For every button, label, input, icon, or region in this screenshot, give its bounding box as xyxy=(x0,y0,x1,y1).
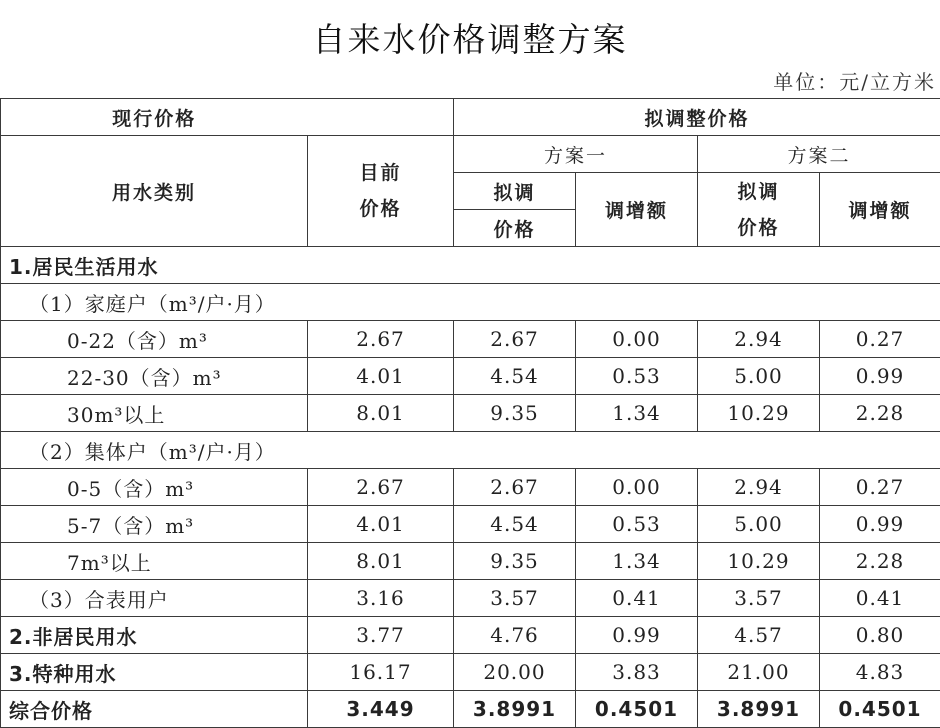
cell-p2: 21.00 xyxy=(698,654,820,691)
cell-p2: 3.57 xyxy=(698,580,820,617)
header-p1-adj-l1: 拟调 xyxy=(454,173,576,210)
cell-current: 4.01 xyxy=(308,358,454,395)
row-label: 3.特种用水 xyxy=(1,654,308,691)
cell-p1: 4.76 xyxy=(454,617,576,654)
header-p2-increase: 调增额 xyxy=(820,173,940,247)
cell-p1: 9.35 xyxy=(454,395,576,432)
cell-current: 3.77 xyxy=(308,617,454,654)
header-p1-increase: 调增额 xyxy=(576,173,698,247)
price-table xyxy=(0,98,940,728)
row-label: 综合价格 xyxy=(1,691,308,728)
cell-p1inc: 0.4501 xyxy=(576,691,698,728)
table-row xyxy=(1,358,940,395)
cell-p1: 3.8991 xyxy=(454,691,576,728)
cell-p1inc: 0.53 xyxy=(576,358,698,395)
cell-p1inc: 0.53 xyxy=(576,506,698,543)
header-p2-adj xyxy=(698,173,820,247)
cell-p2inc: 0.80 xyxy=(820,617,940,654)
cell-p1inc: 0.99 xyxy=(576,617,698,654)
cell-p1inc: 1.34 xyxy=(576,395,698,432)
cell-current: 3.16 xyxy=(308,580,454,617)
cell-current: 4.01 xyxy=(308,506,454,543)
header-current-price-l2: 价格 xyxy=(359,198,401,220)
cell-p2: 10.29 xyxy=(698,395,820,432)
cell-p1inc: 3.83 xyxy=(576,654,698,691)
cell-p1: 3.57 xyxy=(454,580,576,617)
section-collective: （2）集体户（m³/户·月） xyxy=(1,432,940,469)
cell-p2: 5.00 xyxy=(698,506,820,543)
section-resident: 1.居民生活用水 xyxy=(1,247,940,284)
table-row xyxy=(1,654,940,691)
cell-p1: 4.54 xyxy=(454,358,576,395)
row-label: 0-5（含）m³ xyxy=(1,469,308,506)
cell-p1: 2.67 xyxy=(454,469,576,506)
cell-current: 2.67 xyxy=(308,321,454,358)
row-label: 22-30（含）m³ xyxy=(1,358,308,395)
cell-p2inc: 0.4501 xyxy=(820,691,940,728)
table-row-total xyxy=(1,691,940,728)
header-p2-adj-l2: 价格 xyxy=(737,217,779,239)
cell-p2inc: 2.28 xyxy=(820,395,940,432)
cell-p2inc: 0.41 xyxy=(820,580,940,617)
header-current-spacer xyxy=(308,99,454,136)
cell-p1inc: 0.00 xyxy=(576,469,698,506)
row-label: 0-22（含）m³ xyxy=(1,321,308,358)
row-label: （3）合表用户 xyxy=(1,580,308,617)
table-row xyxy=(1,395,940,432)
page-title: 自来水价格调整方案 xyxy=(0,14,940,61)
cell-p2: 3.8991 xyxy=(698,691,820,728)
cell-p2: 10.29 xyxy=(698,543,820,580)
header-p2-adj-l1: 拟调 xyxy=(737,181,779,203)
cell-p1: 20.00 xyxy=(454,654,576,691)
header-category: 用水类别 xyxy=(1,136,308,247)
cell-p1inc: 1.34 xyxy=(576,543,698,580)
table-row xyxy=(1,469,940,506)
cell-p1: 2.67 xyxy=(454,321,576,358)
cell-p2inc: 0.27 xyxy=(820,321,940,358)
cell-p1inc: 0.41 xyxy=(576,580,698,617)
cell-p2inc: 0.99 xyxy=(820,506,940,543)
cell-current: 8.01 xyxy=(308,543,454,580)
cell-p1: 4.54 xyxy=(454,506,576,543)
cell-p2inc: 0.99 xyxy=(820,358,940,395)
cell-p2inc: 4.83 xyxy=(820,654,940,691)
header-current-price-l1: 目前 xyxy=(359,162,401,184)
table-row xyxy=(1,543,940,580)
table-row xyxy=(1,321,940,358)
cell-p2: 5.00 xyxy=(698,358,820,395)
cell-current: 3.449 xyxy=(308,691,454,728)
header-plan2: 方案二 xyxy=(698,136,940,173)
cell-p2: 4.57 xyxy=(698,617,820,654)
table-row xyxy=(1,506,940,543)
row-label: 30m³以上 xyxy=(1,395,308,432)
header-p1-adj-l2: 价格 xyxy=(454,210,576,247)
row-label: 2.非居民用水 xyxy=(1,617,308,654)
section-household: （1）家庭户（m³/户·月） xyxy=(1,284,940,321)
row-label: 7m³以上 xyxy=(1,543,308,580)
cell-current: 8.01 xyxy=(308,395,454,432)
cell-p2: 2.94 xyxy=(698,469,820,506)
cell-p1: 9.35 xyxy=(454,543,576,580)
header-proposed: 拟调整价格 xyxy=(454,99,940,136)
cell-current: 2.67 xyxy=(308,469,454,506)
cell-p2inc: 0.27 xyxy=(820,469,940,506)
table-row xyxy=(1,617,940,654)
cell-p1inc: 0.00 xyxy=(576,321,698,358)
cell-p2inc: 2.28 xyxy=(820,543,940,580)
header-plan1: 方案一 xyxy=(454,136,698,173)
row-label: 5-7（含）m³ xyxy=(1,506,308,543)
header-current: 现行价格 xyxy=(1,99,308,136)
unit-note: 单位：元/立方米 xyxy=(773,66,936,95)
header-current-price xyxy=(308,136,454,247)
cell-current: 16.17 xyxy=(308,654,454,691)
cell-p2: 2.94 xyxy=(698,321,820,358)
table-row xyxy=(1,580,940,617)
